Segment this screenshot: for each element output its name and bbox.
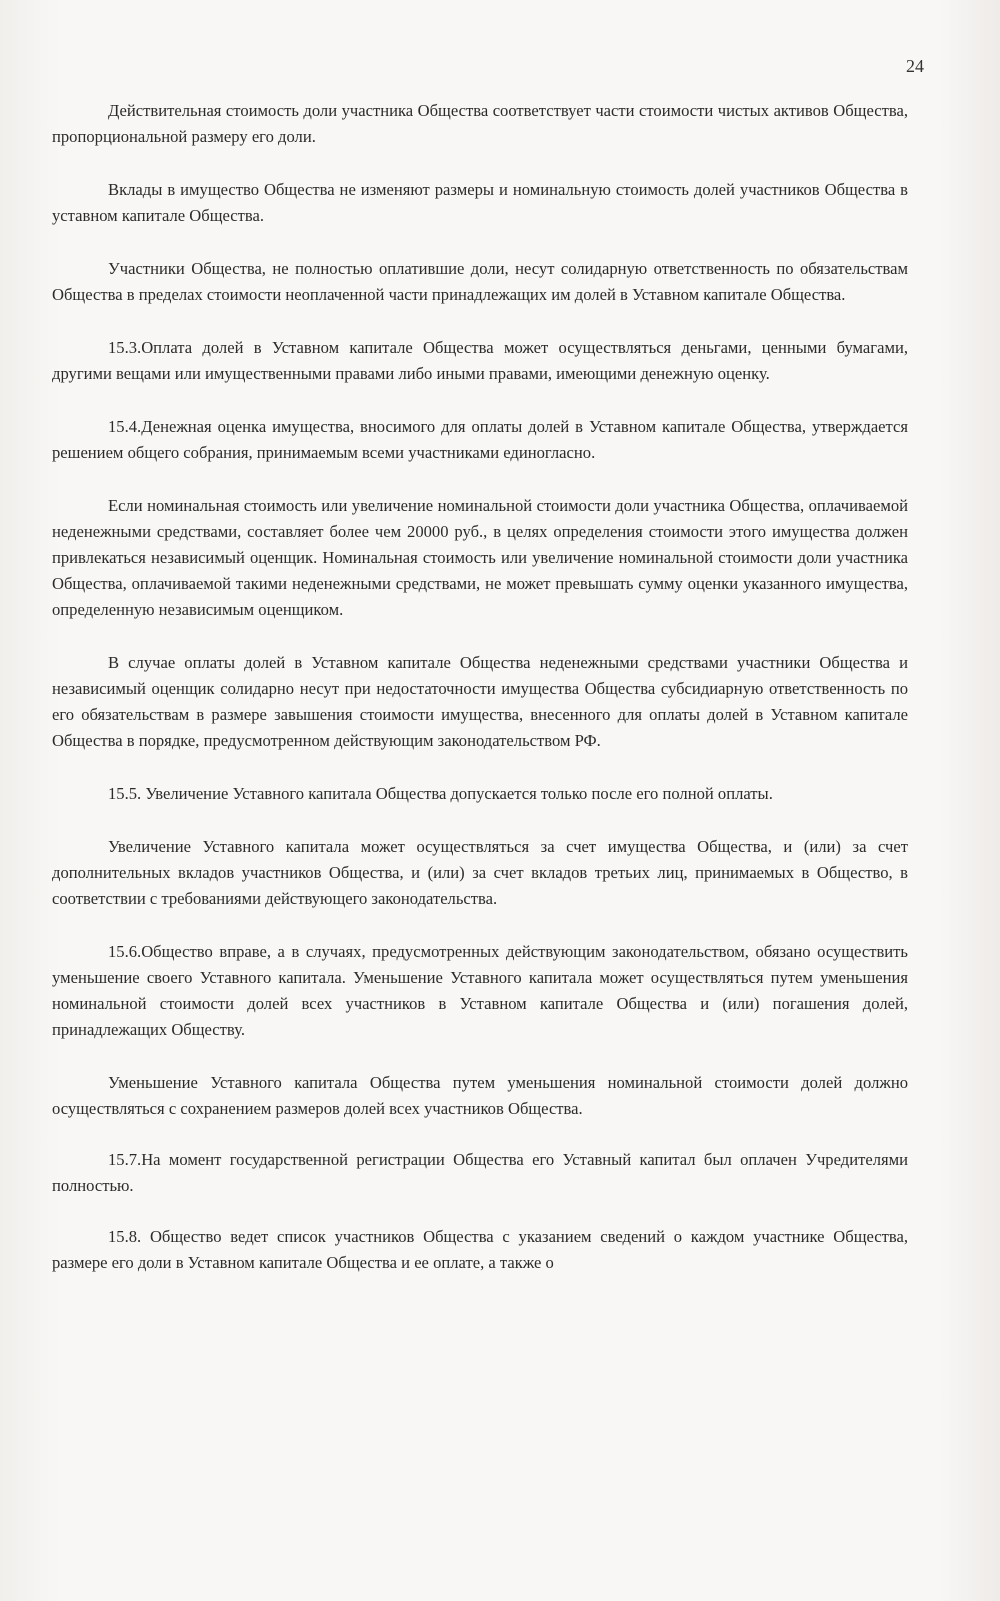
paragraph-15-7: 15.7.На момент государственной регистрации Общества его Уставный капитал был оплачен Учредителями полностью.	[52, 1150, 908, 1195]
paragraph-capital-increase: Увеличение Уставного капитала может осуществляться за счет имущества Общества, и (или) за счет дополнительных вкладов участников Общества, и (или) за счет вкладов третьих лиц, принимаемых в Общество, в соответствии с требованиями действующего законодательства.	[52, 837, 908, 908]
paragraph-15-4: 15.4.Денежная оценка имущества, вносимого для оплаты долей в Уставном капитале Общества, утверждается решением общего собрания, принимаемым всеми участниками единогласно.	[52, 417, 908, 462]
paragraph-liability: Участники Общества, не полностью оплатившие доли, несут солидарную ответственность по обязательствам Общества в пределах стоимости неоплаченной части принадлежащих им долей в Уставном капитале Общества.	[52, 259, 908, 304]
page-number: 24	[906, 56, 924, 76]
paragraph-capital-decrease: Уменьшение Уставного капитала Общества путем уменьшения номинальной стоимости долей должно осуществляться с сохранением размеров долей всех участников Общества.	[52, 1073, 908, 1118]
paragraph-subsidiary-liability: В случае оплаты долей в Уставном капитале Общества неденежными средствами участники Общества и независимый оценщик солидарно несут при недостаточности имущества Общества субсидиарную ответственность по его обязательствам в размере завышения стоимости имущества, внесенного для оплаты долей в Уставном капитале Общества в порядке, предусмотренном действующим законодательством РФ.	[52, 653, 908, 750]
paragraph-actual-value: Действительная стоимость доли участника Общества соответствует части стоимости чистых активов Общества, пропорциональной размеру его доли.	[52, 101, 908, 146]
paragraph-15-5: 15.5. Увеличение Уставного капитала Общества допускается только после его полной оплаты.	[108, 784, 773, 803]
paragraph-appraiser: Если номинальная стоимость или увеличение номинальной стоимости доли участника Общества, оплачиваемой неденежными средствами, составляет более чем 20000 руб., в целях определения стоимости этого имущества должен привлекаться независимый оценщик. Номинальная стоимость или увеличение номинальной стоимости доли участника Общества, оплачиваемой такими неденежными средствами, не может превышать сумму оценки указанного имущества, определенную независимым оценщиком.	[52, 496, 908, 619]
paragraph-15-8: 15.8. Общество ведет список участников Общества с указанием сведений о каждом участнике Общества, размере его доли в Уставном капитале Общества и ее оплате, а также о	[52, 1227, 908, 1272]
paragraph-contributions: Вклады в имущество Общества не изменяют размеры и номинальную стоимость долей участников Общества в уставном капитале Общества.	[52, 180, 908, 225]
document-body	[52, 98, 908, 1303]
paragraph-15-6: 15.6.Общество вправе, а в случаях, предусмотренных действующим законодательством, обязано осуществить уменьшение своего Уставного капитала. Уменьшение Уставного капитала может осуществляться путем уменьшения номинальной стоимости долей всех участников в Уставном капитале Общества и (или) погашения долей, принадлежащих Обществу.	[52, 942, 908, 1039]
paragraph-15-3: 15.3.Оплата долей в Уставном капитале Общества может осуществляться деньгами, ценными бумагами, другими вещами или имущественными правами либо иными правами, имеющими денежную оценку.	[52, 338, 908, 383]
